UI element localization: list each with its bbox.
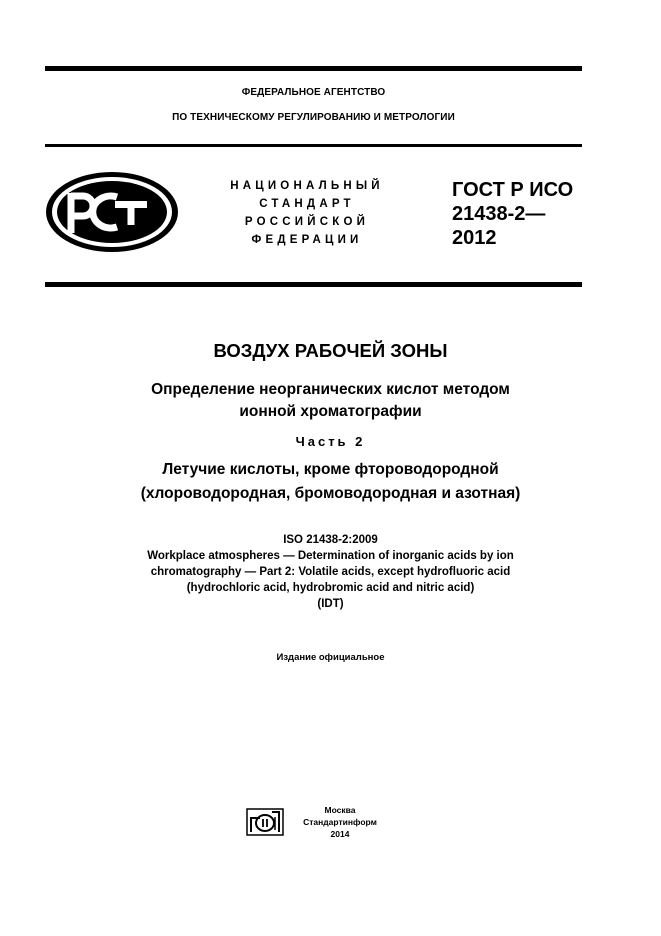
gost-line-3: 2012 [452,227,497,249]
national-line-1: НАЦИОНАЛЬНЫЙ [230,180,384,192]
national-line-3: РОССИЙСКОЙ [244,216,370,228]
agency-line-2: ПО ТЕХНИЧЕСКОМУ РЕГУЛИРОВАНИЮ И МЕТРОЛОГИИ [172,112,455,123]
publisher-year: 2014 [330,829,350,839]
document-title: ВОЗДУХ РАБОЧЕЙ ЗОНЫ [213,340,448,361]
part-title-line-2: (хлороводородная, бромоводородная и азотная) [140,485,521,502]
part-title-line-1: Летучие кислоты, кроме фтороводородной [162,461,499,478]
rst-logo [43,169,181,255]
publisher-city: Москва [324,805,356,815]
national-line-4: ФЕДЕРАЦИИ [251,234,363,246]
iso-line-5: (IDT) [317,598,344,610]
agency-divider [45,144,582,147]
national-line-2: СТАНДАРТ [259,198,355,210]
iso-line-1: ISO 21438-2:2009 [283,534,378,546]
gost-designation [452,178,573,250]
document-subtitle [20,379,641,423]
header-bottom-rule [45,282,582,287]
publisher-name: Стандартинформ [303,817,377,827]
agency-line-1: ФЕДЕРАЛЬНОЕ АГЕНТСТВО [241,87,386,98]
part-title [20,458,641,506]
iso-line-3: chromatography — Part 2: Volatile acids, except hydrofluoric acid [150,566,511,578]
top-rule [45,66,582,71]
iso-reference [20,532,641,612]
iso-line-4: (hydrochloric acid, hydrobromic acid and nitric acid) [186,582,475,594]
gost-line-1: ГОСТ Р ИСО [452,179,574,201]
standartinform-logo [246,808,284,836]
iso-line-2: Workplace atmospheres — Determination of inorganic acids by ion [147,550,514,562]
national-standard-label [200,177,414,249]
part-label: Часть 2 [295,434,366,449]
subtitle-line-1: Определение неорганических кислот методом [151,381,510,398]
edition-label: Издание официальное [276,652,385,663]
publisher-block [292,804,388,840]
subtitle-line-2: ионной хроматографии [239,403,422,420]
gost-line-2: 21438-2— [452,203,546,225]
